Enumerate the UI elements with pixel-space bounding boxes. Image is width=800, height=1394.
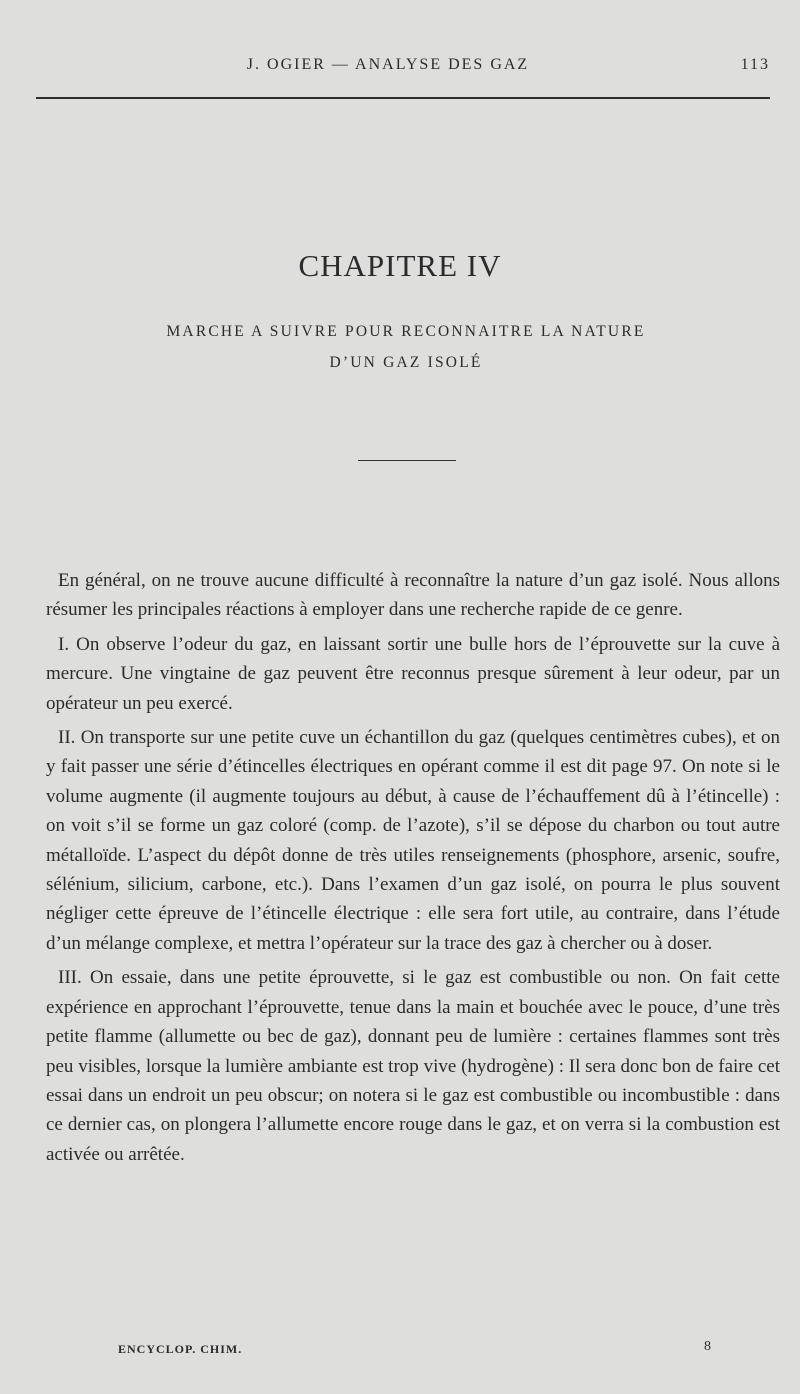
body-text	[46, 566, 780, 1174]
chapter-subtitle-line2: D’UN GAZ ISOLÉ	[329, 354, 483, 371]
running-head	[38, 56, 770, 82]
page-number: 113	[740, 56, 770, 73]
paragraph-step-2: II. On transporte sur une petite cuve un échantillon du gaz (quelques centimètres cubes), et on y fait passer une série d’étincelles électriques en opérant comme il est dit page 97. On note si le volume augmente (il augmente toujours au début, à cause de l’échauffement dû à l’étincelle) : on voit s’il se forme un gaz coloré (comp. de l’azote), s’il se dépose du charbon ou tout autre métalloïde. L’aspect du dépôt donne de très utiles renseignements (phosphore, arsenic, soufre, sélénium, silicium, carbone, etc.). Dans l’examen d’un gaz isolé, on pourra le plus souvent négliger cette épreuve de l’étincelle électrique : elle sera fort utile, au contraire, dans l’étude d’un mélange complexe, et mettra l’opérateur sur la trace des gaz à chercher ou à doser.	[46, 727, 780, 954]
section-divider	[358, 460, 456, 461]
chapter-subtitle-line1: MARCHE A SUIVRE POUR RECONNAITRE LA NATURE	[166, 323, 646, 340]
paragraph-step-1: I. On observe l’odeur du gaz, en laissant sortir une bulle hors de l’éprouvette sur la cuve à mercure. Une vingtaine de gaz peuvent être reconnus presque sûrement à leur odeur, par un opérateur un peu exercé.	[46, 633, 780, 714]
chapter-title: CHAPITRE IV	[298, 248, 502, 283]
signature-mark: 8	[704, 1339, 711, 1354]
footer-imprint: ENCYCLOP. CHIM.	[118, 1342, 243, 1356]
running-title: J. OGIER — ANALYSE DES GAZ	[246, 56, 530, 73]
header-rule	[36, 97, 770, 99]
paragraph-intro: En général, on ne trouve aucune difficulté à reconnaître la nature d’un gaz isolé. Nous allons résumer les principales réactions à employer dans une recherche rapide de ce genre.	[46, 570, 780, 621]
paragraph-step-3: III. On essaie, dans une petite éprouvette, si le gaz est combustible ou non. On fait cette expérience en approchant l’éprouvette, tenue dans la main et bouchée avec le pouce, d’une très petite flamme (allumette ou bec de gaz), donnant peu de lumière : certaines flammes sont très peu visibles, lorsque la lumière ambiante est trop vive (hydrogène) : Il sera donc bon de faire cet essai dans un endroit un peu obscur; on notera si le gaz est combustible ou incombustible : dans ce dernier cas, on plongera l’allumette encore rouge dans le gaz, et on verra si la combustion est activée ou arrêtée.	[46, 967, 780, 1165]
